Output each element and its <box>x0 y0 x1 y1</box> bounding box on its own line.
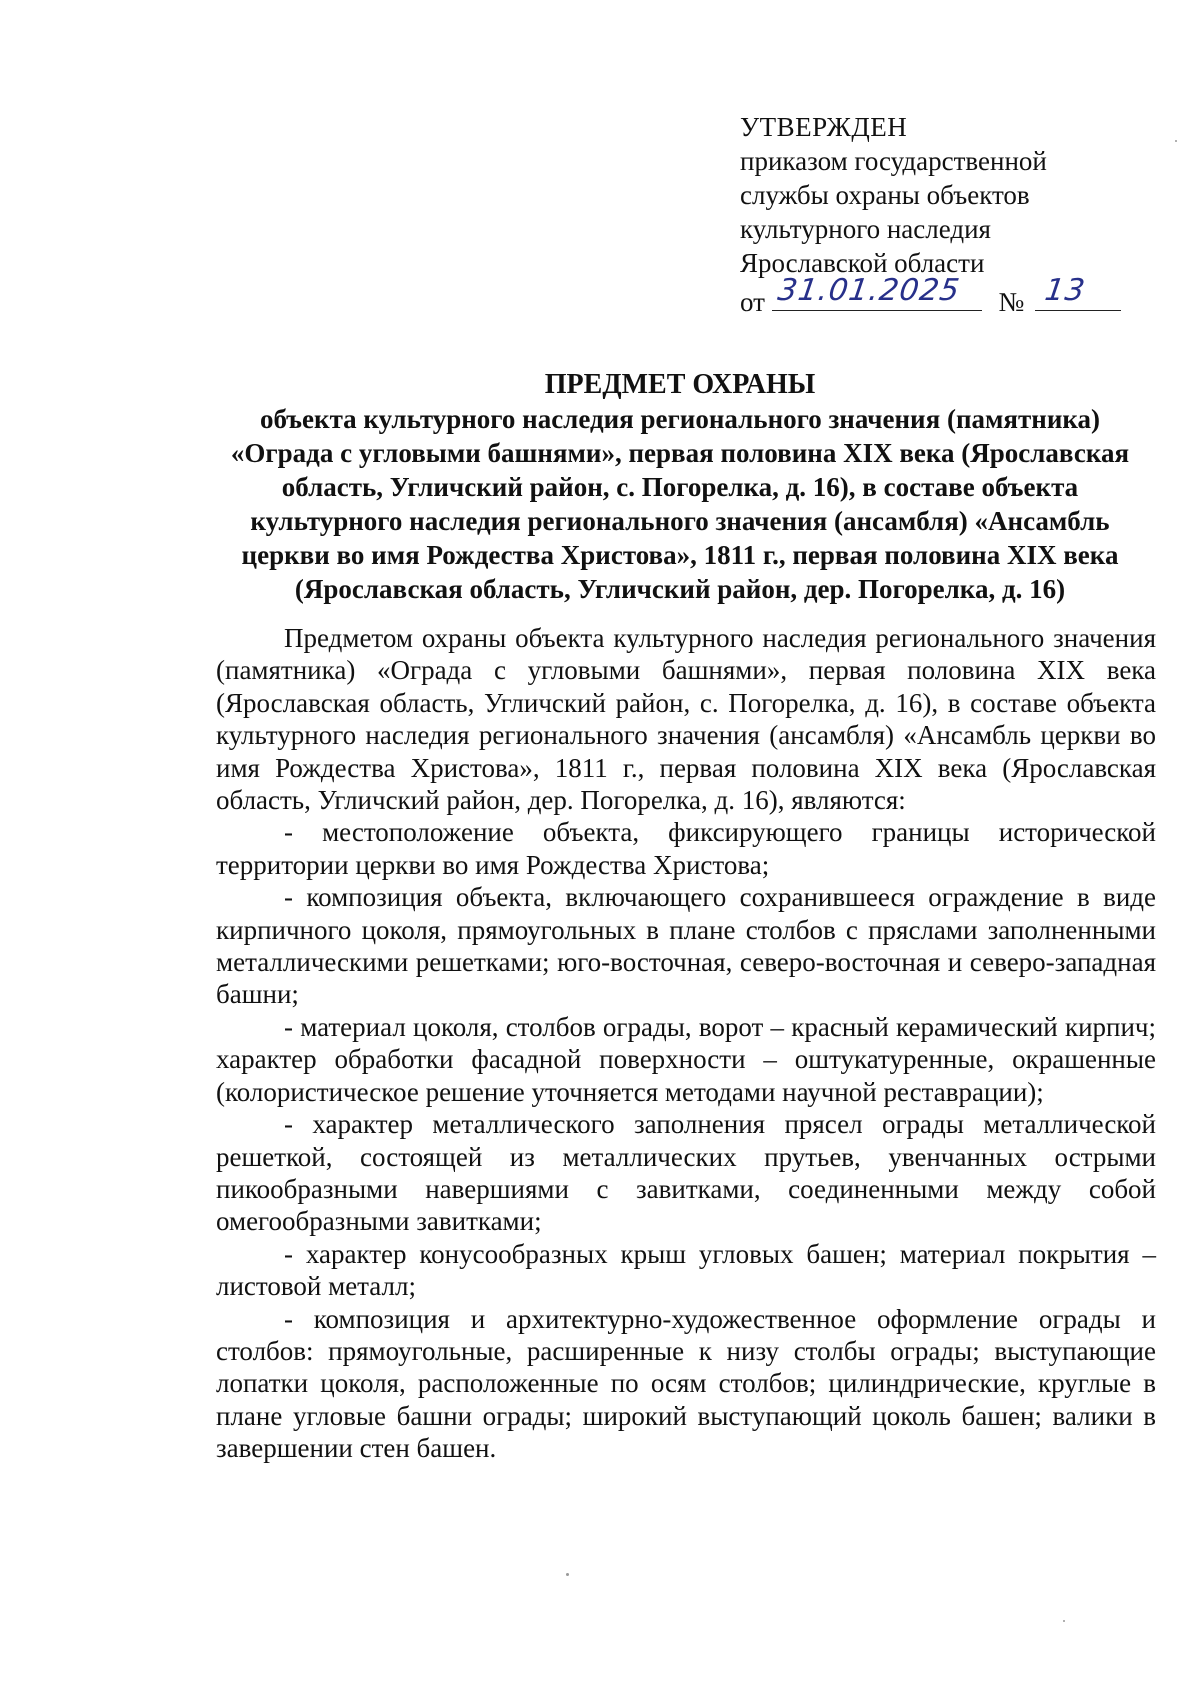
protection-item: - местоположение объекта, фиксирующего границы исторической территории церкви во имя Рождества Христова; <box>216 817 1156 880</box>
scan-speck <box>1063 1620 1065 1622</box>
title-line: область, Угличский район, с. Погорелка, д. 16), в составе объекта <box>281 472 1079 502</box>
handwritten-number: 13 <box>1042 273 1088 308</box>
title-line: церкви во имя Рождества Христова», 1811 г., первая половина XIX века <box>241 540 1119 570</box>
handwritten-date: 31.01.2025 <box>775 273 963 308</box>
approval-line: культурного наследия <box>740 214 991 244</box>
approval-line: службы охраны объектов <box>740 180 1030 210</box>
approval-stamp-block <box>740 110 1140 319</box>
document-title <box>200 368 1160 606</box>
title-line: объекта культурного наследия регионального значения (памятника) <box>259 404 1101 434</box>
approval-date-number-line <box>740 273 1140 319</box>
number-field <box>1035 273 1121 311</box>
protection-item: - характер конусообразных крыш угловых башен; материал покрытия – листовой металл; <box>216 1238 1156 1302</box>
title-line: культурного наследия регионального значения (ансамбля) «Ансамбль <box>250 506 1110 536</box>
title-line: «Ограда с угловыми башнями», первая половина XIX века (Ярославская <box>230 438 1130 468</box>
date-prefix: от <box>740 287 765 317</box>
protection-item: - композиция объекта, включающего сохранившееся ограждение в виде кирпичного цоколя, прямоугольных в плане столбов с пряслами заполненными металлическими решетками; юго-восточная, северо-восточная и северо-западная башни; <box>216 882 1156 1010</box>
approval-heading: УТВЕРЖДЕН <box>740 112 908 142</box>
approval-line: приказом государственной <box>740 146 1047 176</box>
protection-item: - композиция и архитектурно-художественное оформление ограды и столбов: прямоугольные, расширенные к низу столбы ограды; выступающие лопатки цоколя, расположенные по осям столбов; цилиндрические, круглые в плане угловые башни ограды; широкий выступающий цоколь башен; валики в завершении стен башен. <box>216 1303 1156 1464</box>
title-main: ПРЕДМЕТ ОХРАНЫ <box>544 369 816 400</box>
approval-line: Ярославской области <box>740 248 985 278</box>
document-body <box>216 622 1156 1465</box>
number-prefix: № <box>998 287 1025 317</box>
protection-item: - характер металлического заполнения прясел ограды металлической решеткой, состоящей из металлических прутьев, увенчанных острыми пикообразными навершиями с завитками, соединенными между собой омегообразными завитками; <box>216 1109 1156 1237</box>
scan-speck <box>1175 140 1177 142</box>
title-line: (Ярославская область, Угличский район, дер. Погорелка, д. 16) <box>294 574 1066 604</box>
protection-item: - материал цоколя, столбов ограды, ворот – красный керамический кирпич; характер обработки фасадной поверхности – оштукатуренные, окрашенные (колористическое решение уточняется методами научной реставрации); <box>216 1011 1156 1107</box>
intro-paragraph: Предметом охраны объекта культурного наследия регионального значения (памятника) «Ограда с угловыми башнями», первая половина XIX века (Ярославская область, Угличский район, с. Погорелка, д. 16), в составе объекта культурного наследия регионального значения (ансамбля) «Ансамбль церкви во имя Рождества Христова», 1811 г., первая половина XIX века (Ярославская область, Угличский район, дер. Погорелка, д. 16), являются: <box>216 623 1156 816</box>
date-field <box>772 273 982 311</box>
scan-speck <box>566 1573 569 1576</box>
